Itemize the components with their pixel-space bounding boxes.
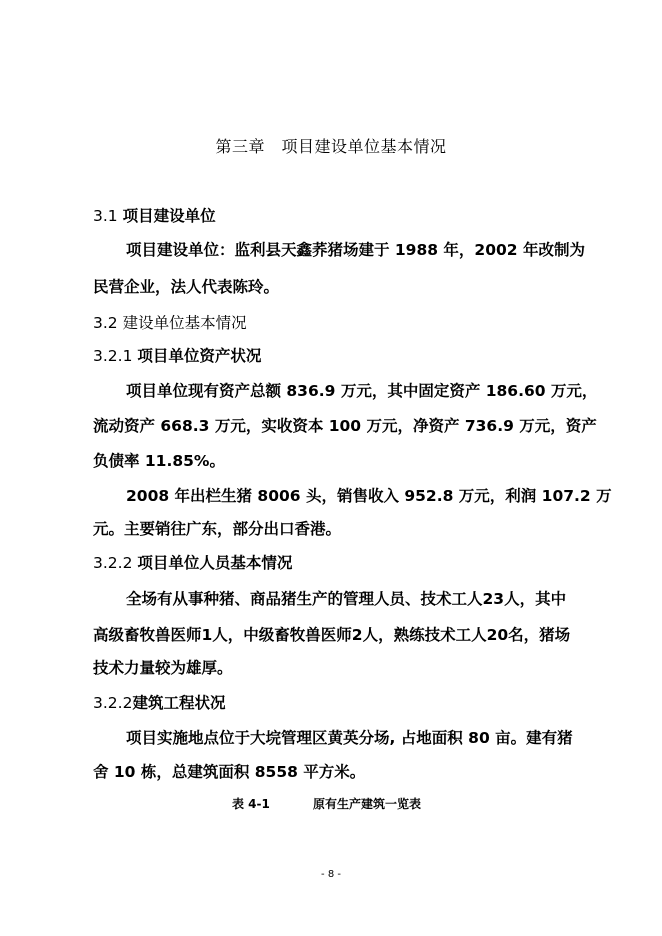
section-3-1-heading [93, 205, 573, 227]
section-number: 3.2.2 [93, 554, 138, 572]
chapter-title: 第三章 项目建设单位基本情况 [215, 137, 447, 156]
paragraph-line: 全场有从事种猪、商品猪生产的管理人员、技术工人23人，其中 [126, 590, 567, 608]
page-number: - 8 - [321, 869, 341, 880]
section-3-2-1-heading [93, 345, 573, 367]
paragraph-line: 项目单位现有资产总额 836.9 万元，其中固定资产 186.60 万元， [126, 382, 598, 400]
paragraph-line: 高级畜牧兽医师1人，中级畜牧兽医师2人，熟练技术工人20名，猪场 [93, 626, 571, 644]
section-title: 项目建设单位 [122, 207, 216, 225]
section-building-heading [93, 692, 573, 714]
section-title: 建筑工程状况 [132, 694, 226, 712]
paragraph-line: 负债率 11.85%。 [93, 452, 225, 470]
paragraph-line: 元。主要销往广东，部分出口香港。 [93, 520, 342, 538]
table-number: 表 4-1 [232, 797, 270, 811]
table-title: 原有生产建筑一览表 [313, 797, 422, 811]
section-3-2-heading: 3.2 建设单位基本情况 [93, 314, 247, 332]
paragraph-line: 技术力量较为雄厚。 [93, 659, 233, 677]
paragraph-line: 项目实施地点位于大垸管理区黄英分场, 占地面积 80 亩。建有猪 [126, 729, 573, 747]
section-title: 项目单位人员基本情况 [137, 554, 293, 572]
paragraph-line: 项目建设单位：监利县天鑫荞猪场建于 1988 年，2002 年改制为 [126, 241, 585, 259]
section-title: 项目单位资产状况 [137, 347, 262, 365]
section-number: 3.1 [93, 207, 123, 225]
paragraph-line: 2008 年出栏生猪 8006 头，销售收入 952.8 万元，利润 107.2 万 [126, 487, 612, 505]
paragraph-line: 流动资产 668.3 万元，实收资本 100 万元，净资产 736.9 万元，资产 [93, 417, 597, 435]
section-3-2-2-heading [93, 552, 573, 574]
section-number: 3.2.1 [93, 347, 138, 365]
paragraph-line: 民营企业，法人代表陈玲。 [93, 278, 280, 296]
section-number: 3.2.2 [93, 694, 133, 712]
paragraph-line: 舍 10 栋，总建筑面积 8558 平方米。 [93, 763, 366, 781]
